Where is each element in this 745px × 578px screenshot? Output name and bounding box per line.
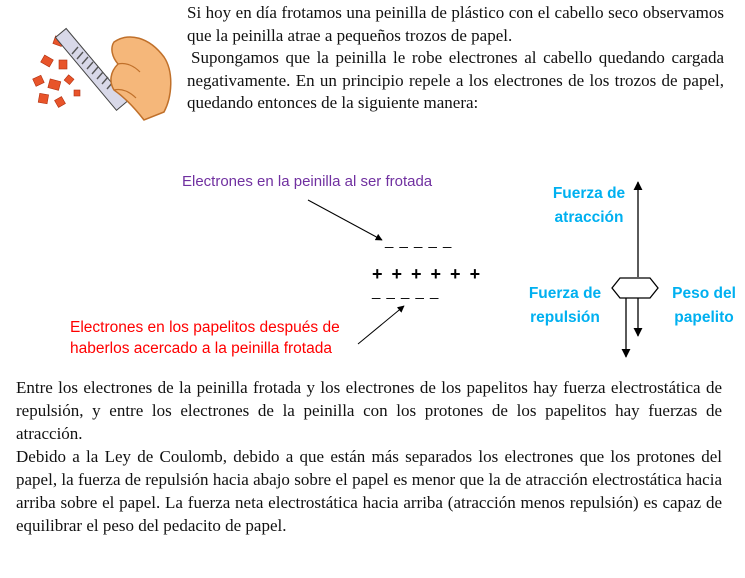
comb-electrons-pointer — [308, 200, 382, 240]
paper-positive-charges: + + + + + + — [372, 264, 483, 284]
intro-section — [14, 2, 724, 127]
intro-paragraph-1: Si hoy en día frotamos una peinilla de plástico con el cabello seco observamos que la peinilla atrae a pequeños trozos de papel. — [187, 3, 724, 45]
comb-negative-charges: _ _ _ _ _ — [385, 232, 453, 249]
attraction-force-label: Fuerza de atracción — [552, 185, 626, 226]
paper-electrons-label: Electrones en los papelitos después de haberlos acercado a la peinilla frotada — [70, 319, 340, 357]
intro-paragraph-2: Supongamos que la peinilla le robe electrones al cabello quedando cargada negativamente. En un principio repele a los electrones de los trozos de papel, quedando entonces de la siguiente manera: — [187, 48, 724, 112]
repulsion-force-label: Fuerza de repulsión — [528, 285, 602, 326]
comb-hand-illustration — [14, 2, 179, 127]
paper-hexagon-icon — [612, 278, 658, 298]
explanation-paragraph-1: Entre los electrones de la peinilla frotada y los electrones de los papelitos hay fuerza electrostática de repulsión, y entre los electrones de la peinilla con los protones de los papelitos hay fuerzas de atracción. — [16, 378, 722, 443]
explanation-paragraph-2: Debido a la Ley de Coulomb, debido a que están más separados los electrones que los protones del papel, la fuerza de repulsión hacia abajo sobre el papel es menor que la de atracción electrostática hacia arriba sobre el papel. La fuerza neta electrostática hacia arriba (atracción menos repulsión) es capaz de equilibrar el peso del pedacito de papel. — [16, 447, 722, 535]
comb-electrons-label: Electrones en la peinilla al ser frotada — [182, 173, 433, 190]
paper-negative-charges: _ _ _ _ _ — [372, 283, 440, 300]
charge-diagram — [0, 160, 745, 370]
paper-weight-label: Peso del papelito — [672, 285, 736, 326]
explanation-section — [16, 376, 722, 537]
